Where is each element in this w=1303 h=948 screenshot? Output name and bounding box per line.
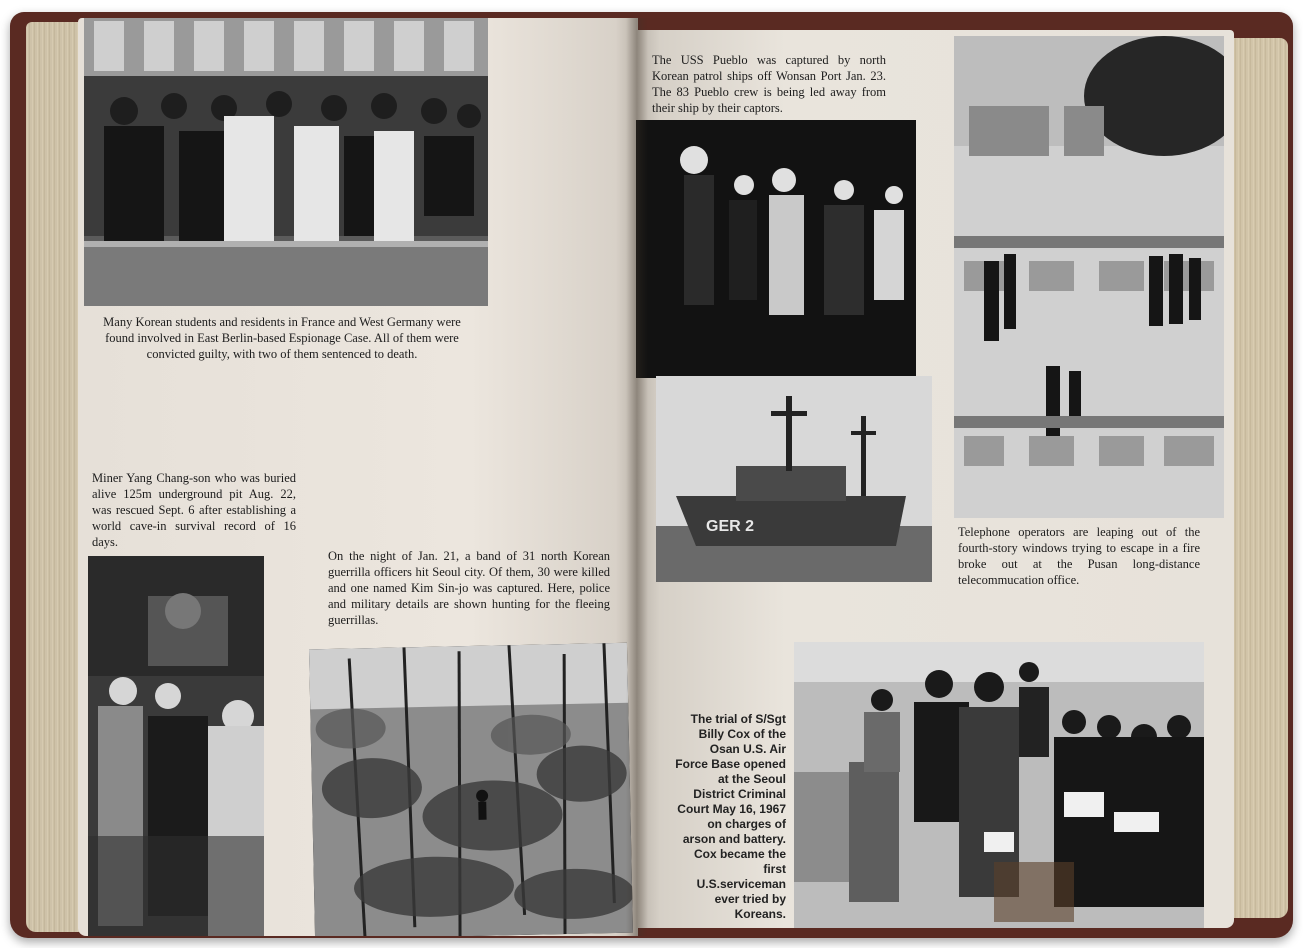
uss-pueblo-ship-photo: [656, 376, 932, 582]
pueblo-crew-photo: [636, 120, 916, 378]
caption-guerrilla-raid: On the night of Jan. 21, a band of 31 north Korean guerrilla officers hit Seoul city. Of them, 30 were killed and one named Kim Sin-jo was captured. Here, police and military details are shown hunting for the fleeing guerrillas.: [328, 549, 610, 627]
billy-cox-trial-photo: [794, 642, 1204, 928]
left-page-edges: [26, 22, 86, 932]
espionage-trial-photo: [84, 18, 488, 306]
caption-billy-cox-trial: The trial of S/Sgt Billy Cox of the Osan U.S. Air Force Base opened at the Seoul District Criminal Court May 16, 1967 on charges of arson and battery. Cox became the first U.S.serviceman ever tried by Koreans.: [675, 712, 786, 921]
caption-uss-pueblo: The USS Pueblo was captured by north Korean patrol ships off Wonsan Port Jan. 23. The 83 Pueblo crew is being led away from their ship by their captors.: [652, 53, 886, 115]
caption-miner-rescue: Miner Yang Chang-son who was buried alive 125m underground pit Aug. 22, was rescued Sept. 6 after establishing a world cave-in survival record of 16 days.: [92, 471, 296, 549]
telephone-office-fire-photo: [954, 36, 1224, 518]
book-gutter: [626, 18, 648, 936]
caption-telephone-operators: Telephone operators are leaping out of the fourth-story windows trying to escape in a fire broke out at the Pusan long-distance telecommucation office.: [958, 525, 1200, 587]
left-page: [78, 18, 638, 936]
ship-hull-marking: GER 2: [706, 518, 755, 535]
caption-espionage-case: Many Korean students and residents in France and West Germany were found involved in East Berlin-based Espionage Case. All of them were convicted guilty, with two of them sentenced to death.: [103, 315, 461, 361]
miner-rescue-photo: [88, 556, 264, 936]
right-page: [636, 30, 1234, 928]
guerrilla-hunt-forest-photo: [309, 643, 633, 936]
